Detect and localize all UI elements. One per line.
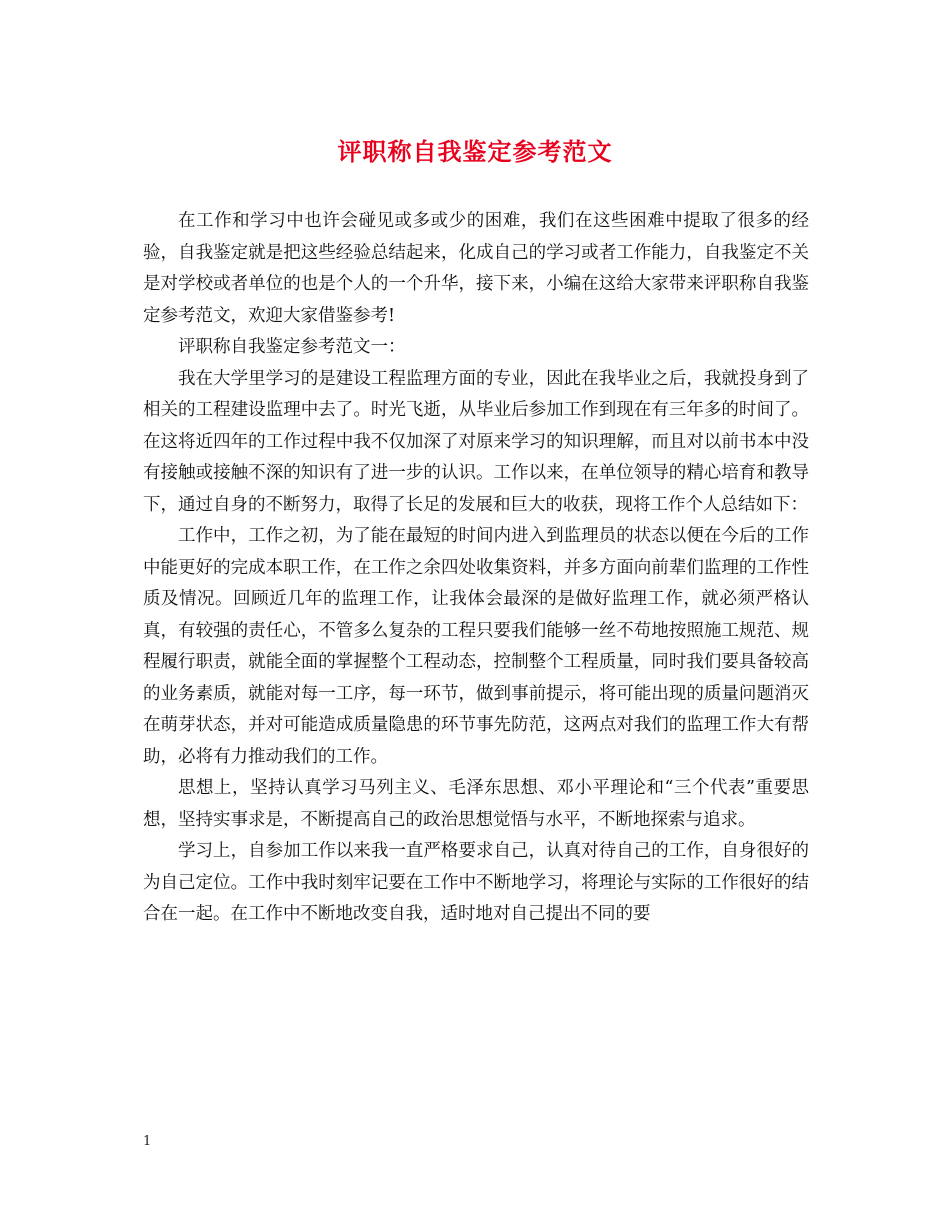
paragraph-section-heading: 评职称自我鉴定参考范文一： xyxy=(178,337,406,357)
paragraph-study: 学习上，自参加工作以来我一直严格要求自己，认真对待自己的工作，自身很好的为自己定位。工作中我时刻牢记要在工作中不断地学习，将理论与实际的工作很好的结合在一起。在工作中不断地改变自我，适时地对自己提出不同的要 xyxy=(143,841,809,924)
document-title: 评职称自我鉴定参考范文 xyxy=(337,137,613,166)
paragraph-work: 工作中，工作之初，为了能在最短的时间内进入到监理员的状态以便在今后的工作中能更好的完成本职工作，在工作之余四处收集资料，并多方面向前辈们监理的工作性质及情况。回顾近几年的监理工作，让我体会最深的是做好监理工作，就必须严格认真，有较强的责任心，不管多么复杂的工程只要我们能够一丝不苟地按照施工规范、规程履行职责，就能全面的掌握整个工程动态，控制整个工程质量，同时我们要具备较高的业务素质，就能对每一工序，每一环节，做到事前提示，将可能出现的质量问题消灭在萌芽状态，并对可能造成质量隐患的环节事先防范，这两点对我们的监理工作大有帮助，必将有力推动我们的工作。 xyxy=(143,526,809,767)
paragraph-intro: 在工作和学习中也许会碰见或多或少的困难，我们在这些困难中提取了很多的经验，自我鉴定就是把这些经验总结起来，化成自己的学习或者工作能力，自我鉴定不关是对学校或者单位的也是个人的一个升华，接下来，小编在这给大家带来评职称自我鉴定参考范文，欢迎大家借鉴参考! xyxy=(143,211,809,326)
paragraph-thought: 思想上，坚持认真学习马列主义、毛泽东思想、邓小平理论和“三个代表”重要思想，坚持实事求是，不断提高自己的政治思想觉悟与水平，不断地探索与追求。 xyxy=(143,778,809,830)
document-body xyxy=(143,206,809,931)
page-number: 1 xyxy=(143,1134,152,1149)
paragraph-background: 我在大学里学习的是建设工程监理方面的专业，因此在我毕业之后，我就投身到了相关的工程建设监理中去了。时光飞逝，从毕业后参加工作到现在有三年多的时间了。在这将近四年的工作过程中我不仅加深了对原来学习的知识理解，而且对以前书本中没有接触或接触不深的知识有了进一步的认识。工作以来，在单位领导的精心培育和教导下，通过自身的不断努力，取得了长足的发展和巨大的收获，现将工作个人总结如下： xyxy=(143,368,809,515)
